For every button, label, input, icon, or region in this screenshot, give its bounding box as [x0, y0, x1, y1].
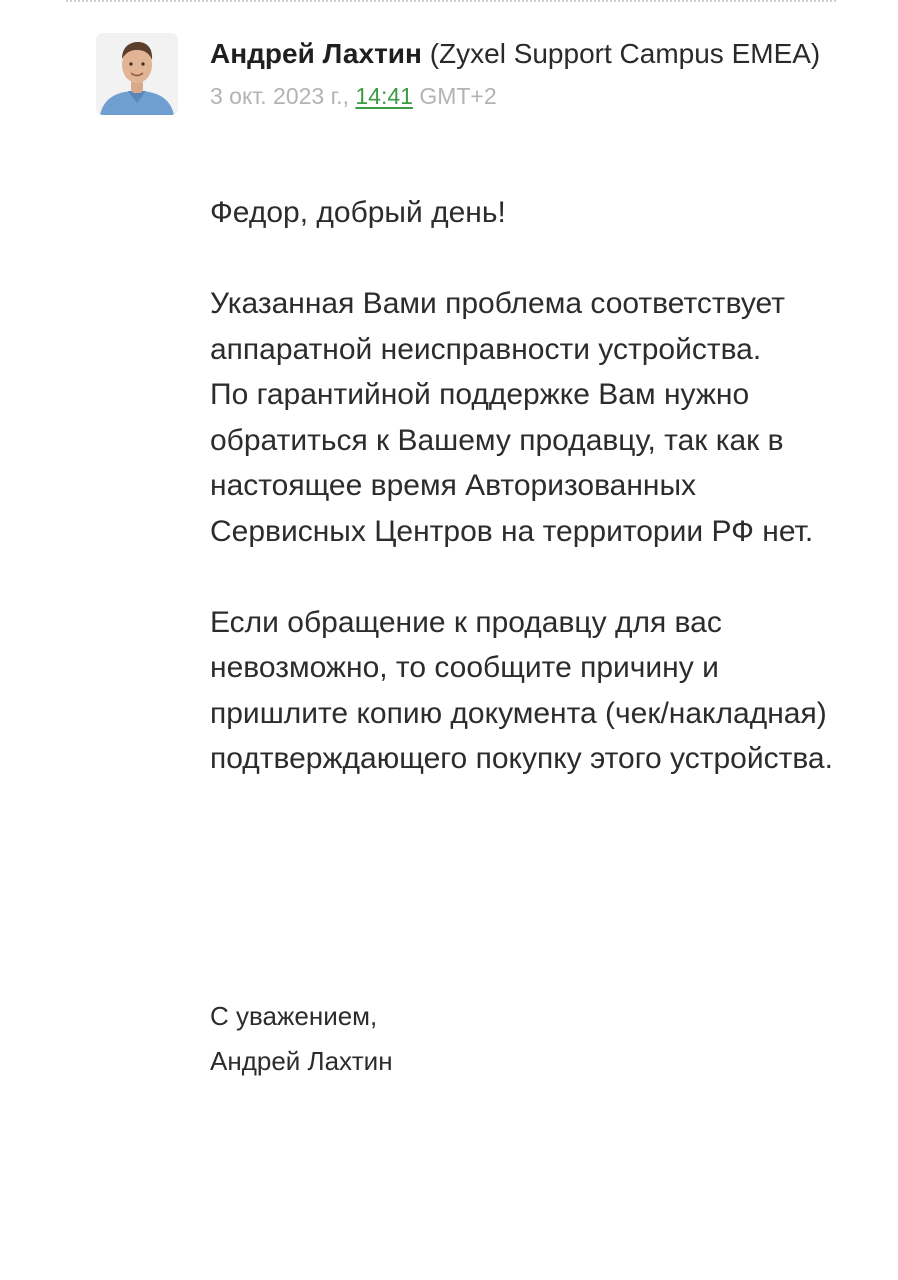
message-time-link[interactable]: 14:41: [355, 83, 413, 109]
avatar[interactable]: [96, 33, 178, 115]
top-divider: [66, 0, 836, 2]
paragraph-diagnosis: Указанная Вами проблема соответствует аппаратной неисправности устройства.: [210, 287, 785, 366]
paragraph-gap: [210, 236, 850, 282]
message-date: 3 окт. 2023 г.,: [210, 83, 349, 109]
greeting: Федор, добрый день!: [210, 196, 506, 229]
author-line: [210, 34, 850, 73]
paragraph-warranty: По гарантийной поддержке Вам нужно обратиться к Вашему продавцу, так как в настоящее время Авторизованных Сервисных Центров на территории РФ нет.: [210, 378, 814, 548]
author-name[interactable]: Андрей Лахтин: [210, 38, 422, 69]
message-timezone: GMT+2: [419, 83, 497, 109]
message-meta: [210, 81, 850, 111]
paragraph-gap: [210, 554, 850, 600]
signature-closing: С уважением,: [210, 1001, 378, 1031]
message-header: [210, 34, 850, 111]
signature-name: Андрей Лахтин: [210, 1046, 393, 1076]
paragraph-request: Если обращение к продавцу для вас невозможно, то сообщите причину и пришлите копию документа (чек/накладная) подтверждающего покупку этого устройства.: [210, 605, 833, 775]
person-photo-icon: [96, 33, 178, 115]
signature: [210, 994, 393, 1084]
message-body: [210, 190, 850, 782]
author-organization: (Zyxel Support Campus EMEA): [429, 38, 821, 69]
